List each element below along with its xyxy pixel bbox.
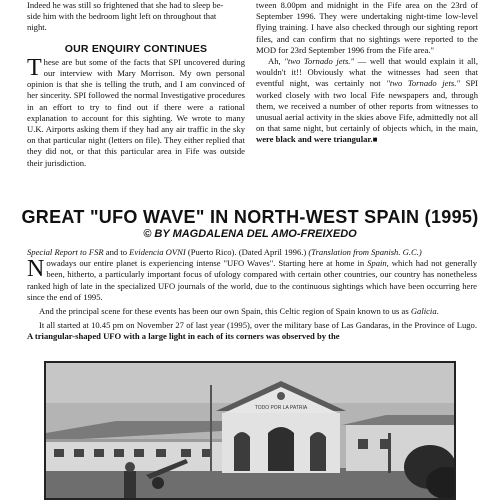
text-run: (Puerto Rico). (Dated April 1996.) [185,247,309,257]
text-run: , which had not generally been, hitherto, a particularly important focus of ufology compared with certain other countries, our country has nonetheless ranked high of late in the specialized UFO journals of the world, due to the continuous sightings which have been occurring here since the end of 1995. [27,258,477,302]
text-run: — well that would explain it all, wouldn't it!! Obviously what the witnesses had seen that eventful night, was certainly not [256,56,478,89]
intro-line: side him with the bedroom light left on throughout that [27,11,217,22]
gate-sign: TODO POR LA PATRIA [254,405,308,411]
text-run: Special Report to FSR [27,247,104,257]
byline: © BY MAGDALENA DEL AMO-FREIXEDO [143,228,357,240]
article-title: GREAT "UFO WAVE" IN NORTH-WEST SPAIN (1995) [21,207,479,227]
text-run: And the principal scene for these events has been our own Spain, this Celtic region of Spain known to us as [39,306,411,317]
drop-cap: T [27,54,42,81]
section-heading: OUR ENQUIRY CONTINUES [64,42,208,55]
photo-illustration [46,363,454,498]
text-run: It all started at 10.45 pm on November 27 of last year (1995), over the military base of Las Gandaras, in the Province of Lugo. [39,320,477,331]
text-run: owadays our entire planet is experiencing intense "UFO Waves". Starting here at home in [46,258,368,269]
intro-line: Indeed he was still so frightened that she had to sleep be- [27,0,224,10]
left-column [27,0,245,169]
text-run: and to [103,247,130,257]
text-run: . [436,306,439,317]
text-run: were black and were triangular. [256,134,373,145]
paragraph-2 [27,306,477,317]
drop-cap: N [27,256,45,283]
text-run: SPI worked closely with two local Fife newspapers and, through them, we received a number of other reports from witnesses to unusual aerial activity in the skies above Fife, admittedly not all on that same night, but certainly of objects which, in the main, [256,78,478,134]
text-run: (Translation from Spanish. G.C.) [308,247,422,257]
paragraph-3 [27,320,477,342]
credit-line [27,247,477,258]
text-run: "two Tornado jets." [284,56,355,67]
text-run: Ah, [268,56,285,67]
text-run: A triangular-shaped UFO with a large light in each of its corners was observed by the [27,331,340,342]
mod-paragraph: tween 8.00pm and midnight in the Fife area on the 23rd of September 1996. They were undertaking night-time low-level flying training. I have also checked through our sighting report files, and can confirm that no sightings were reported to the MOD for 23rd September 1996 from the Fife area." [256,0,478,55]
right-column [256,0,478,146]
paragraph-1 [27,258,477,303]
text-run: "two Tornado jets." [386,78,460,89]
article-body [27,247,477,343]
tornado-paragraph [256,56,478,146]
text-run: Galicia [410,306,437,317]
intro-line: night. [27,22,47,33]
text-run: Spain [367,258,387,269]
text-run: Evidencia OVNI [129,247,186,257]
end-mark: ■ [372,135,378,145]
enquiry-text: hese are but some of the facts that SPI uncovered during our interview with Mary Morrison. My own personal opinion is that she is telling the truth, and I am convinced of her sincerity. SPI followed the normal Investigative procedures in an effort to try to find out if there were a rational explanation to account for this sighting. We wrote to many U.K. Airports asking them if they had any air traffic in the sky on that particular night (letters on file). They either replied that they did not, or that this particular area in Fife was outside their jurisdiction. [27,56,245,168]
enquiry-paragraph [27,54,245,169]
military-base-photo [44,361,456,500]
